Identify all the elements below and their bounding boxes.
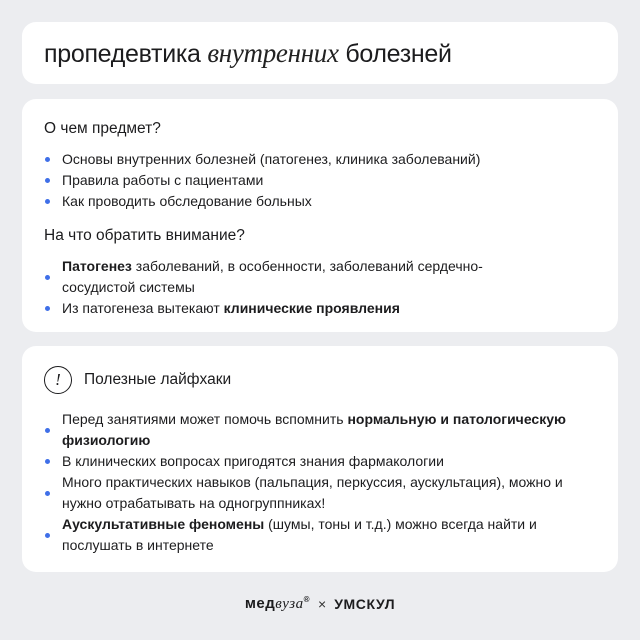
- list-item-text: (шумы, тоны и т.д.) можно всегда найти и послушать в интернете: [62, 516, 537, 553]
- page-title: [44, 38, 452, 69]
- bold-term: клинические проявления: [223, 300, 400, 316]
- bullet-dot-icon: [45, 178, 50, 183]
- bullet-dot-icon: [45, 533, 50, 538]
- cross-icon: ×: [318, 596, 327, 612]
- list-item-text: Основы внутренних болезней (патогенез, клиника заболеваний): [62, 151, 481, 167]
- list-item-text: заболеваний, в особенности, заболеваний сердечно-сосудистой системы: [62, 258, 483, 295]
- title-card: [22, 22, 618, 84]
- bold-term: Аускультативные феномены: [62, 516, 265, 532]
- subject-card: [22, 99, 618, 332]
- bullet-dot-icon: [45, 428, 50, 433]
- list-item-text: Правила работы с пациентами: [62, 172, 264, 188]
- exclamation-icon: !: [44, 366, 72, 394]
- list-item: [44, 256, 596, 298]
- list-item: [44, 149, 596, 170]
- title-part-1: пропедевтика: [44, 39, 208, 68]
- title-italic-part: внутренних: [207, 37, 339, 68]
- footer-logos: [0, 592, 640, 616]
- list-item: [44, 298, 596, 319]
- bullet-dot-icon: [45, 199, 50, 204]
- medvuza-logo: [245, 595, 310, 613]
- umskul-logo: УМСКУЛ: [334, 596, 396, 612]
- bullet-dot-icon: [45, 157, 50, 162]
- list-item-text: В клинических вопросах пригодятся знания фармакологии: [62, 453, 444, 469]
- list-item-text: Как проводить обследование больных: [62, 193, 312, 209]
- about-heading: О чем предмет?: [44, 120, 161, 137]
- tips-header: [44, 363, 596, 397]
- about-list: [44, 149, 596, 212]
- tips-heading: Полезные лайфхаки: [84, 371, 232, 388]
- list-item: [44, 409, 596, 451]
- list-item: [44, 472, 596, 514]
- bullet-dot-icon: [45, 275, 50, 280]
- bullet-dot-icon: [45, 459, 50, 464]
- tips-list: [44, 409, 596, 556]
- logo-part-italic: вуза: [275, 596, 304, 612]
- list-item: [44, 170, 596, 191]
- bold-term: Патогенез: [62, 258, 132, 274]
- tips-card: [22, 346, 618, 572]
- title-part-2: болезней: [338, 39, 452, 68]
- logo-part: мед: [244, 595, 276, 612]
- list-item-text: Много практических навыков (пальпация, перкуссия, аускультация), можно и нужно отрабатывать на одногруппниках!: [62, 474, 563, 511]
- bullet-dot-icon: [45, 491, 50, 496]
- bullet-dot-icon: [45, 306, 50, 311]
- attention-heading: На что обратить внимание?: [44, 227, 245, 244]
- list-item: [44, 514, 596, 556]
- list-item-text: Перед занятиями может помочь вспомнить: [62, 411, 348, 427]
- attention-list: [44, 256, 596, 319]
- bold-term: нормальную и патологическую физиологию: [62, 411, 566, 448]
- list-item: [44, 451, 596, 472]
- list-item: [44, 191, 596, 212]
- registered-mark: ®: [303, 595, 311, 604]
- list-item-text: Из патогенеза вытекают: [62, 300, 224, 316]
